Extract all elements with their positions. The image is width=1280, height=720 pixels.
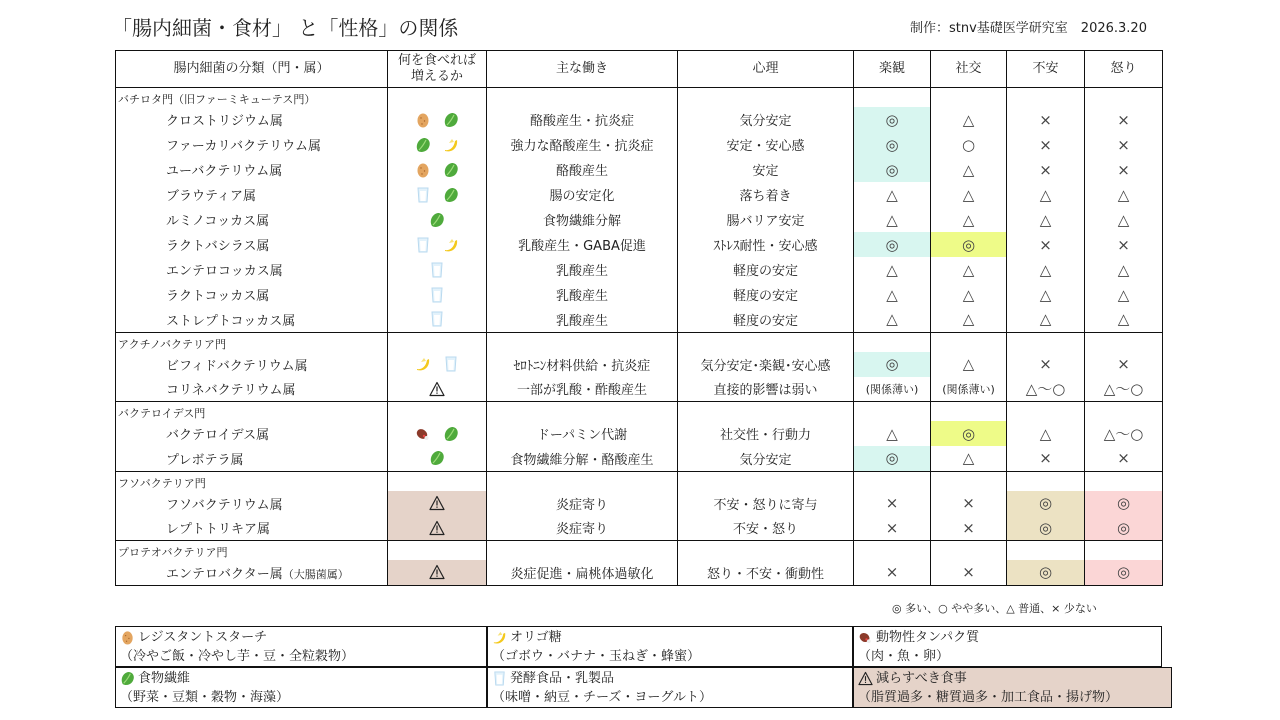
table-row [116,207,1163,232]
lettuce-icon [415,137,431,153]
header-anxiety: 不安 [1007,51,1085,88]
function-cell: 食物繊維分解・酪酸産生 [487,446,678,471]
genus-name [116,421,388,446]
optimism-mark: △ [854,421,931,446]
psychology-cell: 不安・怒り [678,516,854,541]
genus-name [116,157,388,182]
anxiety-mark: ◎ [1007,491,1085,516]
anxiety-mark: △ [1007,282,1085,307]
foods-cell [388,132,487,157]
legend-glass [487,667,853,708]
sociability-mark: △ [931,107,1007,132]
sociability-mark: △ [931,307,1007,332]
function-cell: 腸の安定化 [487,182,678,207]
genus-name [116,307,388,332]
optimism-mark: △ [854,182,931,207]
psychology-cell: 気分安定･楽観･安心感 [678,352,854,377]
genus-name [116,207,388,232]
header-psychology: 心理 [678,51,854,88]
sociability-mark: × [931,491,1007,516]
genus-name [116,232,388,257]
function-cell: ドーパミン代謝 [487,421,678,446]
foods-cell [388,232,487,257]
function-cell: 一部が乳酸・酢酸産生 [487,377,678,402]
function-cell: 乳酸産生 [487,307,678,332]
genus-name [116,107,388,132]
table-row [116,446,1163,471]
lettuce-icon [443,187,459,203]
legend-title: レジスタントスターチ [138,630,268,645]
genus-label: コリネバクテリウム属 [166,383,296,399]
sociability-mark: △ [931,207,1007,232]
table-row [116,257,1163,282]
function-cell: 乳酸産生 [487,257,678,282]
sociability-mark: ◎ [931,232,1007,257]
header-anger: 怒り [1085,51,1163,88]
banana-icon [443,137,459,153]
warning-icon [858,671,873,686]
legend-title: オリゴ糖 [510,630,562,645]
anxiety-mark: △ [1007,307,1085,332]
table-row [116,352,1163,377]
credit: 制作：stnv基礎医学研究室 2026.3.20 [910,21,1147,36]
warning-icon [429,520,445,536]
optimism-mark: ◎ [854,352,931,377]
lettuce-icon [429,212,445,228]
table-row [116,516,1163,541]
glass-icon [429,262,445,278]
anger-mark: × [1085,232,1163,257]
foods-cell [388,352,487,377]
optimism-mark: ◎ [854,446,931,471]
genus-name [116,516,388,541]
optimism-mark: ◎ [854,132,931,157]
legend-meat [853,626,1162,667]
legend-title: 減らすべき食事 [876,671,967,686]
psychology-cell: 怒り・不安・衝動性 [678,560,854,585]
anxiety-mark: △ [1007,421,1085,446]
anger-mark: × [1085,352,1163,377]
potato-icon [120,630,135,645]
meat-icon [858,630,873,645]
table-row [116,421,1163,446]
psychology-cell: 気分安定 [678,446,854,471]
function-cell: 炎症寄り [487,491,678,516]
anxiety-mark: × [1007,157,1085,182]
function-cell: 強力な酪酸産生・抗炎症 [487,132,678,157]
function-cell: 食物繊維分解 [487,207,678,232]
table-row [116,491,1163,516]
foods-cell [388,107,487,132]
table-row [116,282,1163,307]
genus-name [116,446,388,471]
phylum-label: バチロタ門（旧ファーミキューテス門） [116,88,388,108]
psychology-cell: 落ち着き [678,182,854,207]
legend-desc: （味噌・納豆・チーズ・ヨーグルト） [492,690,712,705]
psychology-cell: 安定・安心感 [678,132,854,157]
foods-cell [388,421,487,446]
foods-cell [388,307,487,332]
optimism-mark: × [854,491,931,516]
function-cell: 炎症促進・扁桃体過敏化 [487,560,678,585]
header-optimism: 楽観 [854,51,931,88]
phylum-label: プロテオバクテリア門 [116,541,388,561]
function-cell: ｾﾛﾄﾆﾝ材料供給・抗炎症 [487,352,678,377]
legend-warning [853,667,1172,708]
glass-icon [429,311,445,327]
genus-label: フソバクテリウム属 [166,497,283,513]
genus-label: ビフィドバクテリウム属 [166,358,308,374]
psychology-cell: 直接的影響は弱い [678,377,854,402]
phylum-group [116,402,1163,472]
psychology-cell: 軽度の安定 [678,307,854,332]
genus-label: ユーバクテリウム属 [166,164,283,179]
table-row [116,182,1163,207]
phylum-label: アクチノバクテリア門 [116,332,388,352]
anger-mark: ◎ [1085,516,1163,541]
anxiety-mark: △ [1007,207,1085,232]
function-cell: 乳酸産生・GABA促進 [487,232,678,257]
psychology-cell: 不安・怒りに寄与 [678,491,854,516]
banana-icon [415,356,431,372]
lettuce-icon [429,450,445,466]
sociability-mark: ○ [931,132,1007,157]
anger-mark: × [1085,446,1163,471]
genus-suffix: （大腸菌属） [282,567,349,581]
legend-title: 食物繊維 [138,671,191,686]
sociability-mark: △ [931,157,1007,182]
genus-label: ストレプトコッカス属 [166,313,296,329]
phylum-group [116,541,1163,586]
header-function: 主な働き [487,51,678,88]
header-classification: 腸内細菌の分類（門・属） [116,51,388,88]
genus-name [116,257,388,282]
genus-name [116,282,388,307]
optimism-mark: (関係薄い) [854,377,931,402]
genus-label: クロストリジウム属 [166,114,283,129]
sociability-mark: ◎ [931,421,1007,446]
lettuce-icon [443,112,459,128]
anxiety-mark: △〜○ [1007,377,1085,402]
legend-desc: （ゴボウ・バナナ・玉ねぎ・蜂蜜） [492,649,701,664]
table-row [116,307,1163,332]
anxiety-mark: × [1007,132,1085,157]
genus-name [116,377,388,402]
optimism-mark: △ [854,257,931,282]
page-title: 「腸内細菌・食材」 と「性格」の関係 [112,16,459,40]
genus-name [116,132,388,157]
header-sociability: 社交 [931,51,1007,88]
lettuce-icon [443,162,459,178]
psychology-cell: 社交性・行動力 [678,421,854,446]
potato-icon [415,162,431,178]
phylum-group [116,88,1163,333]
lettuce-icon [443,426,459,442]
function-cell: 乳酸産生 [487,282,678,307]
anger-mark: △ [1085,257,1163,282]
psychology-cell: 軽度の安定 [678,257,854,282]
genus-name [116,352,388,377]
legend-potato [115,626,487,667]
table-row [116,560,1163,585]
legend-desc: （冷やご飯・冷やし芋・豆・全粒穀物） [120,649,355,664]
anger-mark: ◎ [1085,560,1163,585]
sociability-mark: × [931,560,1007,585]
foods-cell [388,377,487,402]
genus-label: バクテロイデス属 [166,428,270,443]
genus-label: ラクトコッカス属 [166,289,270,304]
foods-cell [388,182,487,207]
glass-icon [443,356,459,372]
legend-desc: （肉・魚・卵） [858,649,950,664]
glass-icon [492,671,507,686]
table-row [116,377,1163,402]
psychology-cell: 軽度の安定 [678,282,854,307]
function-cell: 酪酸産生 [487,157,678,182]
anxiety-mark: × [1007,107,1085,132]
genus-name [116,491,388,516]
lettuce-icon [120,671,135,686]
optimism-mark: × [854,516,931,541]
sociability-mark: △ [931,446,1007,471]
anger-mark: × [1085,107,1163,132]
psychology-cell: 気分安定 [678,107,854,132]
genus-label: ファーカリバクテリウム属 [166,139,321,154]
optimism-mark: × [854,560,931,585]
optimism-mark: ◎ [854,157,931,182]
phylum-label: バクテロイデス門 [116,402,388,422]
foods-cell [388,516,487,541]
warning-icon [429,564,445,580]
warning-icon [429,495,445,511]
legend-title: 発酵食品・乳製品 [510,671,615,686]
legend-lettuce [115,667,487,708]
meat-icon [415,426,431,442]
sociability-mark: × [931,516,1007,541]
legend-desc: （脂質過多・糖質過多・加工食品・揚げ物） [858,690,1119,705]
foods-cell [388,207,487,232]
legend-banana [487,626,853,667]
foods-cell [388,446,487,471]
anxiety-mark: ◎ [1007,516,1085,541]
optimism-mark: ◎ [854,107,931,132]
sociability-mark: △ [931,282,1007,307]
psychology-cell: 安定 [678,157,854,182]
table-row [116,232,1163,257]
table-row [116,157,1163,182]
legend-title: 動物性タンパク質 [876,630,980,645]
sociability-mark: △ [931,182,1007,207]
phylum-group [116,332,1163,402]
genus-label: エンテロバクター属 [166,566,283,582]
genus-label: レプトトリキア属 [166,522,271,538]
genus-label: ルミノコッカス属 [166,214,270,229]
potato-icon [415,112,431,128]
foods-cell [388,157,487,182]
anxiety-mark: × [1007,232,1085,257]
banana-icon [443,237,459,253]
optimism-mark: ◎ [854,232,931,257]
glass-icon [415,237,431,253]
anxiety-mark: △ [1007,257,1085,282]
sociability-mark: △ [931,257,1007,282]
foods-cell [388,560,487,585]
genus-label: エンテロコッカス属 [166,264,283,279]
genus-label: ラクトバシラス属 [166,239,270,254]
anger-mark: △ [1085,182,1163,207]
header-foods: 何を食べれば 増えるか [388,51,487,88]
genus-label: プレボテラ属 [166,452,244,468]
sociability-mark: (関係薄い) [931,377,1007,402]
function-cell: 炎症寄り [487,516,678,541]
genus-name [116,182,388,207]
table-row [116,107,1163,132]
banana-icon [492,630,507,645]
anxiety-mark: × [1007,446,1085,471]
anxiety-mark: × [1007,352,1085,377]
warning-icon [429,381,445,397]
sociability-mark: △ [931,352,1007,377]
anger-mark: △ [1085,207,1163,232]
glass-icon [429,287,445,303]
bacteria-table [115,50,1163,586]
anxiety-mark: △ [1007,182,1085,207]
genus-label: ブラウティア属 [166,189,256,204]
anger-mark: △〜○ [1085,421,1163,446]
foods-cell [388,282,487,307]
psychology-cell: ｽﾄﾚｽ耐性・安心感 [678,232,854,257]
legend-note: ◎ 多い、○ やや多い、△ 普通、× 少ない [892,602,1097,615]
foods-cell [388,257,487,282]
anxiety-mark: ◎ [1007,560,1085,585]
optimism-mark: △ [854,207,931,232]
optimism-mark: △ [854,307,931,332]
table-row [116,132,1163,157]
genus-name [116,560,388,585]
phylum-label: フソバクテリア門 [116,471,388,491]
function-cell: 酪酸産生・抗炎症 [487,107,678,132]
phylum-group [116,471,1163,541]
glass-icon [415,187,431,203]
foods-cell [388,491,487,516]
anger-mark: × [1085,132,1163,157]
anger-mark: ◎ [1085,491,1163,516]
anger-mark: △〜○ [1085,377,1163,402]
psychology-cell: 腸バリア安定 [678,207,854,232]
anger-mark: △ [1085,282,1163,307]
optimism-mark: △ [854,282,931,307]
legend-desc: （野菜・豆類・穀物・海藻） [120,690,290,705]
anger-mark: △ [1085,307,1163,332]
anger-mark: × [1085,157,1163,182]
